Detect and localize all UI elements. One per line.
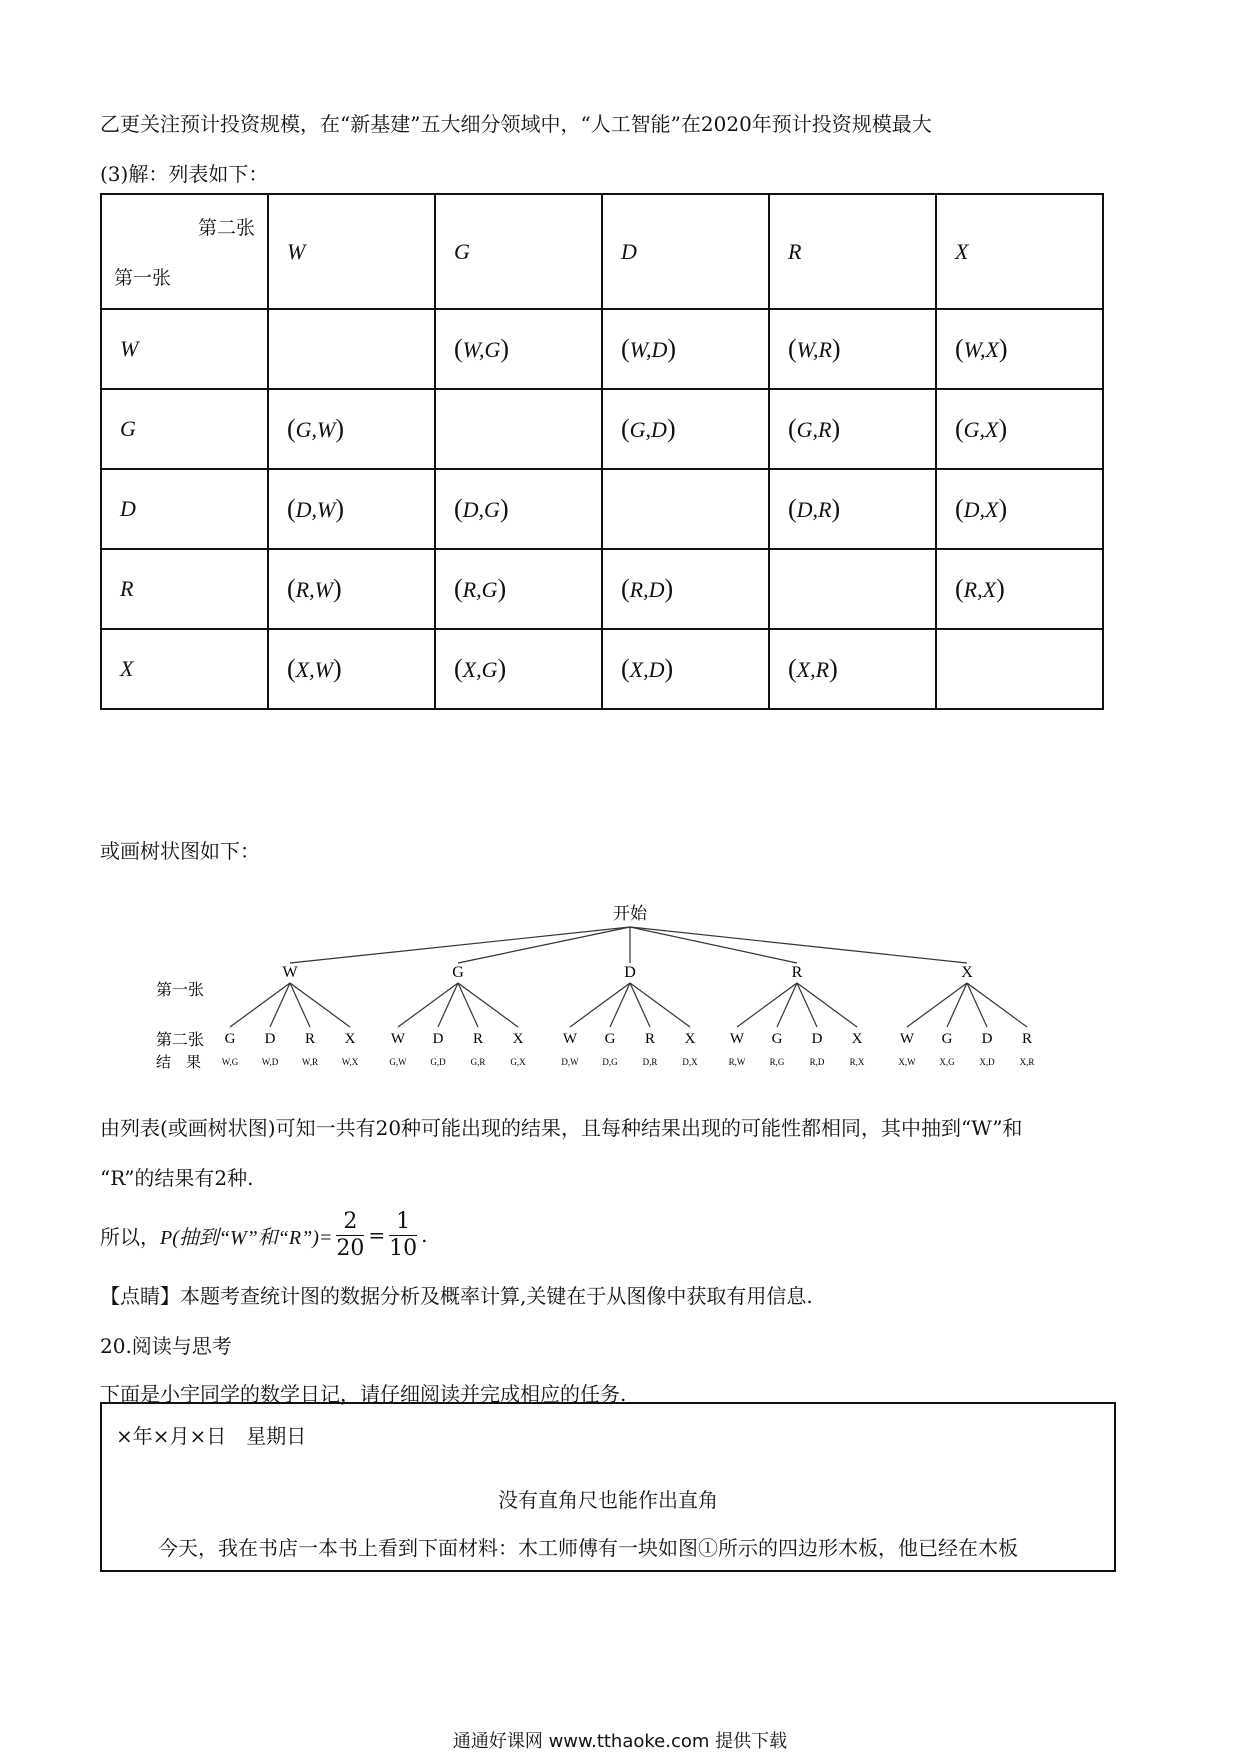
tree-first-node: W	[282, 964, 298, 981]
tree-result: G,X	[510, 1057, 526, 1067]
corner-second-label: 第二张	[197, 217, 255, 239]
comment-line: 【点睛】本题考查统计图的数据分析及概率计算,关键在于从图像中获取有用信息.	[100, 1284, 813, 1308]
outcome-pair-text: G,X	[963, 417, 999, 442]
table-corner-cell	[101, 194, 268, 309]
tree-result: X,G	[939, 1057, 955, 1067]
table-cell	[936, 309, 1103, 389]
tree-second-node: G	[604, 1031, 616, 1047]
table-row-header: X	[101, 629, 268, 709]
table-row	[101, 309, 1103, 389]
table-cell	[936, 469, 1103, 549]
tree-edge-second	[630, 983, 690, 1027]
outcome-pair: (G,X)	[955, 414, 1008, 443]
tree-second-node: D	[981, 1031, 993, 1047]
tree-second-node: W	[899, 1031, 915, 1047]
outcome-pair-text: W,R	[796, 337, 832, 362]
table-cell	[435, 549, 602, 629]
tree-second-node: W	[562, 1031, 578, 1047]
outcome-pair: (G,D)	[621, 414, 676, 443]
frac1-numerator: 2	[336, 1209, 364, 1236]
table-cell	[769, 309, 936, 389]
outcome-pair: (D,R)	[788, 494, 841, 523]
table-cell	[602, 629, 769, 709]
outcome-pair-text: G,D	[629, 417, 667, 442]
table-row	[101, 389, 1103, 469]
table-cell	[268, 309, 435, 389]
tree-edge-second	[737, 983, 797, 1027]
tree-second-node: G	[941, 1031, 953, 1047]
table-cell	[435, 309, 602, 389]
tree-second-node: D	[811, 1031, 823, 1047]
tree-result: W,X	[341, 1057, 359, 1067]
tree-result: R,W	[728, 1057, 746, 1067]
outcome-pair: (X,G)	[454, 654, 507, 683]
table-cell	[435, 389, 602, 469]
tree-result: G,W	[389, 1057, 407, 1067]
tree-intro: 或画树状图如下：	[100, 839, 260, 863]
table-row-header: D	[101, 469, 268, 549]
prob-end: .	[421, 1223, 428, 1247]
table-row-header: G	[101, 389, 268, 469]
intro-line: 乙更关注预计投资规模，在“新基建”五大细分领域中，“人工智能”在2020年预计投资规模最大	[100, 112, 932, 136]
outcome-pair: (X,R)	[788, 654, 838, 683]
tree-edge-second	[458, 983, 518, 1027]
tree-second-node: R	[644, 1031, 656, 1047]
outcome-pair-text: R,D	[629, 577, 665, 602]
tree-edge-root	[290, 927, 630, 963]
table-cell	[268, 549, 435, 629]
tree-second-node: X	[344, 1031, 356, 1047]
tree-result: R,G	[769, 1057, 785, 1067]
table-cell	[769, 629, 936, 709]
outcome-pair-text: W,D	[629, 337, 668, 362]
table-cell	[435, 629, 602, 709]
tree-result: W,D	[261, 1057, 279, 1067]
tree-result: R,D	[809, 1057, 825, 1067]
outcome-pair: (G,W)	[287, 414, 345, 443]
diary-body: 今天，我在书店一本书上看到下面材料：木工师傅有一块如图①所示的四边形木板，他已经在木板	[158, 1536, 1018, 1560]
tree-second-node: R	[1021, 1031, 1033, 1047]
tree-first-node: R	[791, 964, 803, 981]
outcome-pair: (R,X)	[955, 574, 1005, 603]
fraction-1-10	[389, 1209, 417, 1262]
prob-expression: P(抽到“W”和“R”)=	[160, 1226, 333, 1249]
outcome-pair-text: G,R	[796, 417, 832, 442]
outcome-pair: (R,G)	[454, 574, 507, 603]
outcome-pair: (D,W)	[287, 494, 345, 523]
outcome-pair: (W,G)	[454, 334, 510, 363]
table-cell	[769, 469, 936, 549]
frac1-denominator: 20	[336, 1235, 365, 1261]
outcome-pair-text: X,R	[796, 657, 830, 682]
outcome-pair: (D,G)	[454, 494, 509, 523]
tree-second-node: R	[304, 1031, 316, 1047]
table-row-header: W	[101, 309, 268, 389]
outcome-pair-text: G,W	[295, 417, 336, 442]
tree-edge-root	[630, 927, 797, 963]
tree-result: D,X	[682, 1057, 698, 1067]
outcome-pair-text: D,X	[963, 497, 999, 522]
table-cell	[769, 389, 936, 469]
diary-title: 没有直角尺也能作出直角	[498, 1488, 718, 1512]
table-cell	[268, 389, 435, 469]
table-column-header: X	[936, 194, 1103, 309]
tree-row2-label: 第二张	[156, 1032, 205, 1049]
conclusion-line2: “R”的结果有2种.	[100, 1166, 254, 1190]
frac2-denominator: 10	[389, 1235, 418, 1261]
outcome-pair-text: R,X	[963, 577, 997, 602]
tree-row1-label: 第一张	[156, 982, 205, 999]
tree-root-label: 开始	[613, 904, 647, 923]
tree-edge-second	[907, 983, 967, 1027]
outcome-pair: (X,W)	[287, 654, 342, 683]
outcome-pair-text: R,W	[295, 577, 333, 602]
tree-edge-second	[967, 983, 1027, 1027]
outcome-pair: (G,R)	[788, 414, 841, 443]
tree-result: R,X	[849, 1057, 865, 1067]
table-cell	[268, 469, 435, 549]
tree-edge-second	[570, 983, 630, 1027]
outcome-pair-text: D,G	[462, 497, 500, 522]
tree-second-node: W	[390, 1031, 406, 1047]
outcome-pair: (X,D)	[621, 654, 674, 683]
prob-prefix: 所以，	[100, 1224, 160, 1249]
tree-result: W,G	[221, 1057, 239, 1067]
table-column-header: R	[769, 194, 936, 309]
table-header-row	[101, 194, 1103, 309]
tree-second-node: G	[771, 1031, 783, 1047]
tree-edge-second	[290, 983, 350, 1027]
tree-first-node: D	[624, 964, 636, 981]
table-row	[101, 469, 1103, 549]
diary-box	[100, 1402, 1116, 1572]
outcome-pair-text: R,G	[462, 577, 498, 602]
table-cell	[602, 309, 769, 389]
frac2-numerator: 1	[389, 1209, 417, 1236]
table-cell	[769, 549, 936, 629]
tree-second-node: R	[472, 1031, 484, 1047]
tree-first-node: X	[961, 964, 973, 981]
table-column-header: G	[435, 194, 602, 309]
tree-second-node: X	[684, 1031, 696, 1047]
tree-first-node: G	[452, 964, 464, 981]
tree-result: D,G	[602, 1057, 618, 1067]
tree-result: G,D	[430, 1057, 446, 1067]
outcome-pair: (R,W)	[287, 574, 342, 603]
tree-result: X,W	[898, 1057, 916, 1067]
table-column-header: D	[602, 194, 769, 309]
outcome-pair-text: W,X	[963, 337, 999, 362]
probability-line	[100, 1205, 428, 1265]
tree-second-node: X	[851, 1031, 863, 1047]
page-footer: 通通好课网 www.tthaoke.com 提供下载	[452, 1731, 788, 1752]
tree-result: D,R	[642, 1057, 658, 1067]
table-cell	[435, 469, 602, 549]
tree-result: X,R	[1019, 1057, 1035, 1067]
question-20-intro: 下面是小宇同学的数学日记，请仔细阅读并完成相应的任务.	[100, 1382, 627, 1406]
question-20-title: 20.阅读与思考	[100, 1334, 232, 1358]
tree-edge-second	[797, 983, 857, 1027]
tree-edge-second	[230, 983, 290, 1027]
table-cell	[602, 469, 769, 549]
fraction-2-20	[336, 1209, 364, 1262]
tree-edge-root	[630, 927, 967, 963]
table-row-header: R	[101, 549, 268, 629]
tree-second-node: D	[264, 1031, 276, 1047]
table-row	[101, 549, 1103, 629]
table-column-header: W	[268, 194, 435, 309]
tree-row3-label: 结 果	[156, 1055, 202, 1070]
table-cell	[936, 629, 1103, 709]
outcome-pair-text: X,G	[462, 657, 498, 682]
outcome-pair: (D,X)	[955, 494, 1008, 523]
outcome-pair: (W,D)	[621, 334, 677, 363]
tree-result: G,R	[470, 1057, 486, 1067]
tree-svg	[140, 895, 1080, 1070]
outcome-pair-text: D,R	[796, 497, 832, 522]
tree-edge-second	[398, 983, 458, 1027]
outcome-pair-text: W,G	[462, 337, 501, 362]
tree-result: X,D	[979, 1057, 995, 1067]
outcome-pair-text: X,W	[295, 657, 333, 682]
table-cell	[602, 549, 769, 629]
tree-diagram	[140, 895, 1080, 1070]
outcome-pair: (R,D)	[621, 574, 674, 603]
prob-equals: =	[368, 1223, 386, 1247]
tree-result: D,W	[561, 1057, 579, 1067]
table-cell	[268, 629, 435, 709]
part3-label: (3)解：列表如下：	[100, 162, 269, 186]
outcome-pair: (W,R)	[788, 334, 841, 363]
tree-second-node: D	[432, 1031, 444, 1047]
tree-second-node: G	[224, 1031, 236, 1047]
diary-date: ×年×月×日 星期日	[116, 1424, 307, 1448]
tree-second-node: X	[512, 1031, 524, 1047]
table-cell	[936, 549, 1103, 629]
tree-edge-root	[458, 927, 630, 963]
outcome-table	[100, 193, 1104, 710]
outcome-pair: (W,X)	[955, 334, 1008, 363]
outcome-pair-text: D,W	[295, 497, 336, 522]
tree-second-node: W	[729, 1031, 745, 1047]
outcome-pair-text: X,D	[629, 657, 665, 682]
table-cell	[602, 389, 769, 469]
tree-result: W,R	[302, 1057, 318, 1067]
table-row	[101, 629, 1103, 709]
table-cell	[936, 389, 1103, 469]
corner-first-label: 第一张	[114, 267, 172, 289]
conclusion-line1: 由列表(或画树状图)可知一共有20种可能出现的结果，且每种结果出现的可能性都相同，其中抽到“W”和	[100, 1116, 1023, 1140]
